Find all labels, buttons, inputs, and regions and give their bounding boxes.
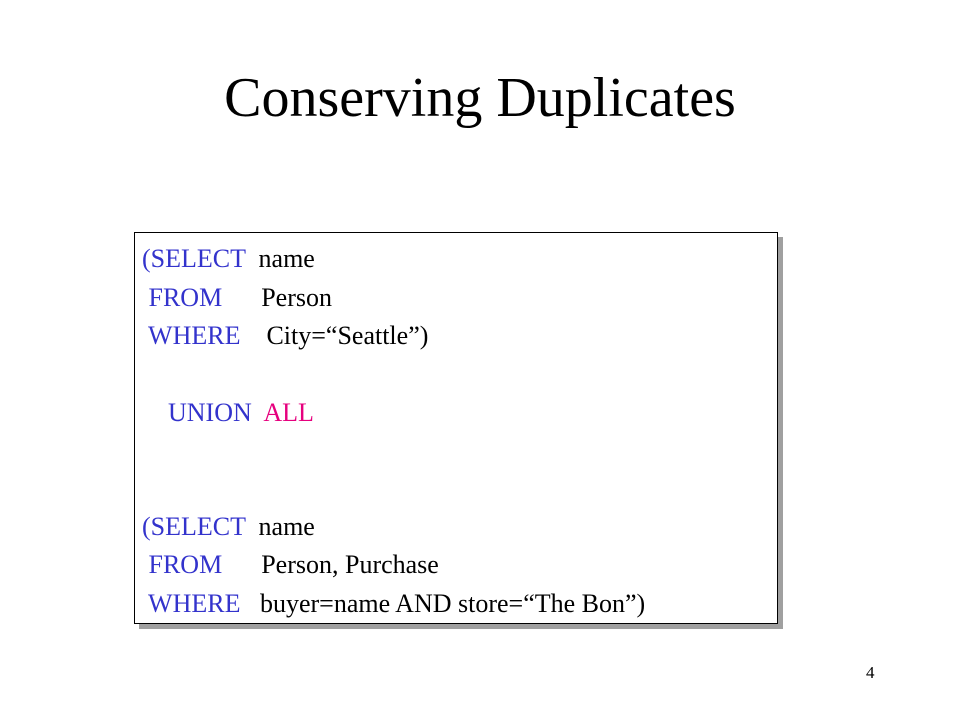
slide-title: Conserving Duplicates: [224, 67, 736, 129]
query1-select-keyword: SELECT: [150, 244, 246, 273]
query1-from-line: [142, 283, 332, 313]
query2-where-keyword: WHERE: [148, 589, 241, 618]
query2-select-arg: name: [258, 512, 315, 541]
query2-from-arg: Person, Purchase: [261, 550, 439, 579]
query1-open-paren: (: [142, 244, 151, 273]
query1-where-keyword: WHERE: [148, 321, 241, 350]
query2-where-line: [142, 589, 645, 619]
query2-select-keyword: SELECT: [150, 512, 246, 541]
query1-from-arg: Person: [261, 283, 332, 312]
query1-select-arg: name: [258, 244, 315, 273]
page-number: 4: [866, 663, 875, 682]
union-keyword: UNION: [168, 398, 252, 427]
query2-open-paren: (: [142, 512, 151, 541]
all-keyword: ALL: [263, 398, 314, 427]
query1-where-line: [142, 321, 428, 351]
union-all-line: [142, 398, 314, 428]
query2-where-arg: buyer=name AND store=“The Bon”): [259, 589, 646, 618]
query1-where-arg: City=“Seattle”): [266, 321, 429, 350]
query2-select-line: [142, 512, 315, 542]
query2-from-line: [142, 550, 439, 580]
query1-select-line: [142, 244, 315, 274]
query2-from-keyword: FROM: [148, 550, 223, 579]
query1-from-keyword: FROM: [148, 283, 223, 312]
